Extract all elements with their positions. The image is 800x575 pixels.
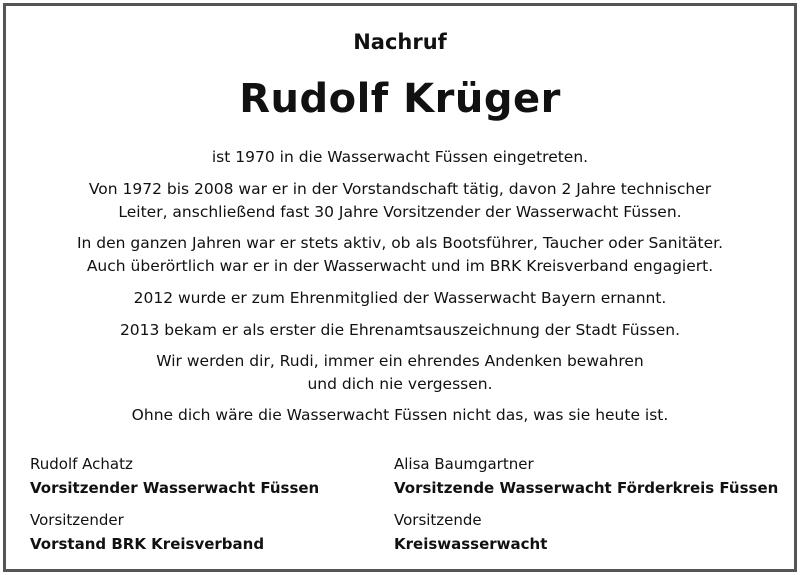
paragraph-board	[6, 178, 794, 224]
paragraph-line: und dich nie vergessen.	[307, 375, 493, 393]
signature-name: Vorsitzender	[30, 511, 124, 529]
signature-name: Rudolf Achatz	[30, 455, 133, 473]
paragraph-line: In den ganzen Jahren war er stets aktiv, ob als Bootsführer, Taucher oder Sanitäter.	[76, 234, 723, 252]
paragraph-line: Wir werden dir, Rudi, immer ein ehrendes Andenken bewahren	[156, 352, 644, 370]
paragraph-memory	[6, 350, 794, 396]
signature-title: Vorstand BRK Kreisverband	[30, 535, 265, 553]
paragraph-closing	[6, 404, 794, 427]
notice-heading: Nachruf	[353, 30, 447, 54]
signature-title: Kreiswasserwacht	[394, 535, 548, 553]
signature-title: Vorsitzender Wasserwacht Füssen	[30, 479, 320, 497]
signature-achatz	[30, 452, 319, 500]
signature-title: Vorsitzende Wasserwacht Förderkreis Füssen	[394, 479, 779, 497]
paragraph-honorary	[6, 287, 794, 310]
signature-name: Vorsitzende	[394, 511, 482, 529]
signature-brk	[30, 508, 264, 556]
paragraph-line: 2013 bekam er als erster die Ehrenamtsauszeichnung der Stadt Füssen.	[119, 321, 681, 339]
obituary-notice	[6, 6, 794, 569]
deceased-name: Rudolf Krüger	[239, 76, 561, 122]
paragraph-joined	[6, 146, 794, 169]
signature-baumgartner	[394, 452, 778, 500]
paragraph-line: Auch überörtlich war er in der Wasserwacht und im BRK Kreisverband engagiert.	[86, 257, 714, 275]
notice-frame	[3, 3, 797, 572]
paragraph-award	[6, 319, 794, 342]
signature-kreiswasserwacht	[394, 508, 547, 556]
paragraph-line: Leiter, anschließend fast 30 Jahre Vorsitzender der Wasserwacht Füssen.	[118, 203, 682, 221]
paragraph-line: ist 1970 in die Wasserwacht Füssen eingetreten.	[211, 148, 589, 166]
paragraph-line: 2012 wurde er zum Ehrenmitglied der Wasserwacht Bayern ernannt.	[133, 289, 667, 307]
paragraph-line: Von 1972 bis 2008 war er in der Vorstandschaft tätig, davon 2 Jahre technischer	[88, 180, 712, 198]
paragraph-activity	[6, 232, 794, 278]
paragraph-line: Ohne dich wäre die Wasserwacht Füssen nicht das, was sie heute ist.	[131, 406, 669, 424]
signature-name: Alisa Baumgartner	[394, 455, 534, 473]
